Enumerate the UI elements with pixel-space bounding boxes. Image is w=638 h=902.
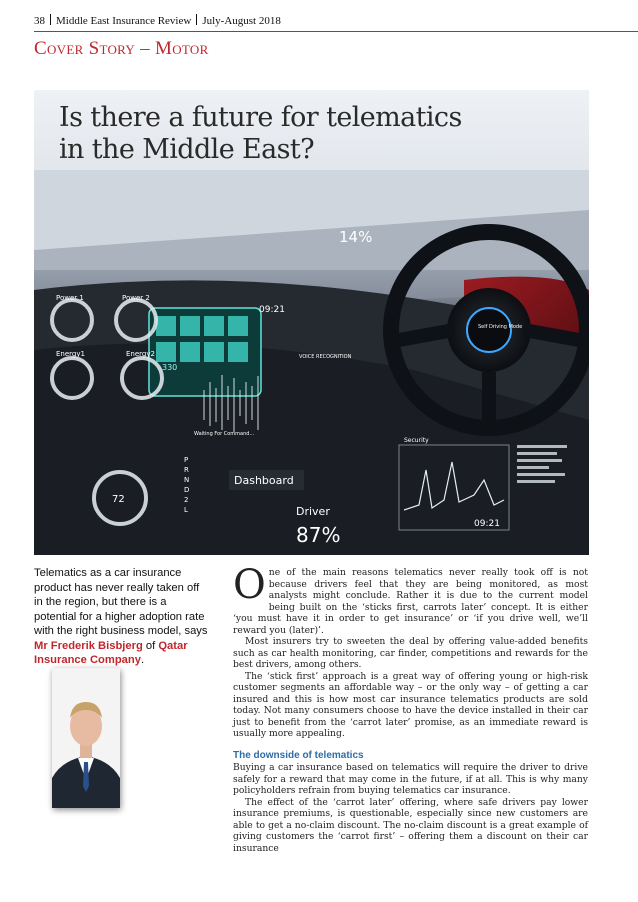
paragraph-4: Buying a car insurance based on telematics will require the driver to drive safely for a reward that may come in the future, if at all. This is why many policyholders refrain from buying telematics car insurance. bbox=[233, 762, 588, 796]
standfirst-text: Telematics as a car insurance product has never really taken off in the region, but there is a potential for a higher adoption rate with the right business model, says bbox=[34, 567, 208, 637]
hud-percent: 14% bbox=[339, 228, 373, 246]
paragraph-3: The ‘stick first’ approach is a great way of offering young or high-risk customer segments an affordable way – or the only way – of getting a car insured and this is how most car insurance telematics products are sold today. Not many consumers choose to have the device installed in their car just to benefit from the ‘carrot later’ promise, as an immediate reward is usually more appealing. bbox=[233, 670, 588, 739]
headline-line-2: in the Middle East? bbox=[59, 134, 315, 165]
hud-dashboard: Dashboard bbox=[234, 474, 294, 487]
hud-self-driving: Self Driving Mode bbox=[478, 324, 523, 330]
header-separator bbox=[50, 14, 51, 25]
portrait-photo bbox=[52, 668, 120, 808]
hud-gear-p: P bbox=[184, 456, 189, 464]
drop-cap: O bbox=[233, 562, 266, 608]
author-name: Mr Frederik Bisbjerg bbox=[34, 639, 143, 652]
header-rule bbox=[34, 31, 638, 32]
hud-time2: 09:21 bbox=[474, 519, 500, 529]
hud-driver-percent: 87% bbox=[296, 523, 341, 547]
hud-security: Security bbox=[404, 437, 429, 444]
page-number: 38 bbox=[34, 15, 45, 27]
paragraph-5: The effect of the ‘carrot later’ offering, where safe drivers pay lower insurance premiums, is questionable, especially since new customers are able to get a no-claim discount. The no-claim discount is a great example of giving customers the ‘carrot first’ – offering them a discount on their car insurance bbox=[233, 796, 588, 854]
subheading: The downside of telematics bbox=[233, 749, 364, 761]
hero-image bbox=[34, 90, 589, 555]
hud-energy2: Energy2 bbox=[126, 350, 155, 358]
hud-gear-d: D bbox=[184, 486, 190, 494]
hud-gear-2: 2 bbox=[184, 496, 189, 504]
article-body bbox=[233, 562, 588, 854]
hud-gear-l: L bbox=[184, 506, 188, 514]
hud-gauge-value: 72 bbox=[112, 494, 125, 505]
standfirst-end: . bbox=[140, 654, 145, 666]
publication-name: Middle East Insurance Review bbox=[56, 15, 192, 27]
hud-speed: 330 bbox=[162, 363, 178, 372]
running-header bbox=[34, 14, 604, 32]
hud-voice: VOICE RECOGNITION bbox=[299, 354, 352, 360]
hud-power1: Power 1 bbox=[56, 294, 84, 302]
hud-time1: 09:21 bbox=[259, 305, 285, 315]
author-portrait bbox=[52, 668, 120, 808]
issue-date: July-August 2018 bbox=[202, 15, 281, 27]
standfirst-of: of bbox=[142, 639, 159, 652]
paragraph-2: Most insurers try to sweeten the deal by offering value-added benefits such as car health monitoring, car finder, competitions and rewards for the best drivers, among others. bbox=[233, 636, 588, 670]
paragraph-1: ne of the main reasons telematics never really took off is not because drivers feel that they are being monitored, as most analysts might conclude. Rather it is due to the current model being built on the ‘sticks first, carrots later’ concept. It is either ‘you must have it in order to get insurance’ or ‘if you drive well, we’ll reward you (later)’. bbox=[233, 567, 588, 636]
hud-power2: Power 2 bbox=[122, 294, 150, 302]
article-headline bbox=[59, 102, 462, 166]
header-separator bbox=[196, 14, 197, 25]
hud-energy1: Energy1 bbox=[56, 350, 85, 358]
hud-driver: Driver bbox=[296, 505, 330, 518]
section-title: Cover Story – Motor bbox=[34, 38, 209, 59]
hud-waiting: Waiting For Command... bbox=[194, 431, 255, 437]
hud-gear-n: N bbox=[184, 476, 190, 484]
hud-gear-r: R bbox=[184, 466, 189, 474]
standfirst bbox=[34, 566, 209, 668]
headline-line-1: Is there a future for telematics bbox=[59, 102, 462, 133]
company-name: Qatar Insurance Company bbox=[34, 639, 188, 666]
